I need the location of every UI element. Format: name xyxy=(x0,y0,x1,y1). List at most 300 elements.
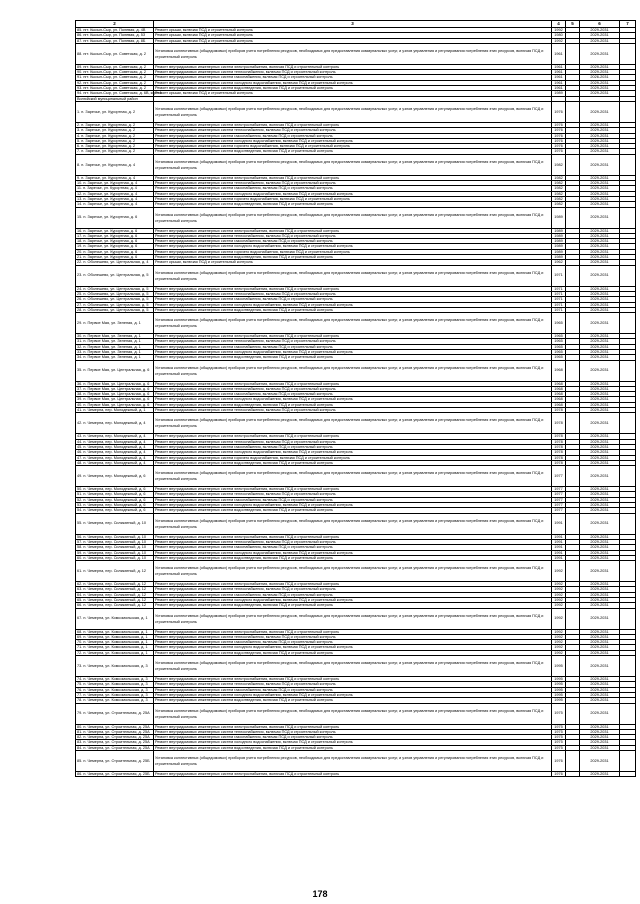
empty-cell xyxy=(620,772,636,777)
year-built-cell: 1995 xyxy=(552,682,566,687)
work-type-cell: Ремонт внутридомовых инженерных систем электроснабжения, включая ПСД и строительный контроль xyxy=(154,286,552,291)
work-type-cell: Ремонт внутридомовых инженерных систем холодного водоснабжения, включая ПСД и строительный контроль xyxy=(154,692,552,697)
address-cell xyxy=(76,677,154,682)
work-type-cell: Установка коллективных (общедомовых) приборов учета потребления ресурсов, необходимых для предоставления коммунальных услуг, и узлов управления и регулирования потребления этих ресурсов, включая ПСД и строительный контроль xyxy=(154,154,552,175)
period-cell: 2029-2031 xyxy=(580,745,620,750)
period-cell: 2029-2031 xyxy=(580,344,620,349)
empty-cell xyxy=(620,608,636,629)
period-cell: 2029-2031 xyxy=(580,740,620,745)
row-number: 48. xyxy=(77,460,83,465)
repair-program-table xyxy=(75,20,636,777)
address-text: п. Заречье, ул. Курортная, д. 6 xyxy=(83,228,138,233)
address-cell xyxy=(76,80,154,85)
address-cell xyxy=(76,698,154,703)
period-cell: 2029-2031 xyxy=(580,503,620,508)
address-cell xyxy=(76,692,154,697)
empty-cell xyxy=(620,360,636,381)
row-number: 80. xyxy=(77,724,83,729)
address-cell xyxy=(76,608,154,629)
address-text: п. Заречье, ул. Курортная, д. 6 xyxy=(83,233,138,238)
row-number: 57. xyxy=(77,539,83,544)
period-cell: 2029-2031 xyxy=(580,497,620,502)
address-cell xyxy=(76,75,154,80)
empty-cell xyxy=(620,413,636,434)
work-type-cell: Ремонт внутридомовых инженерных систем электроснабжения, включая ПСД и строительный контроль xyxy=(154,582,552,587)
row-number: 85. xyxy=(77,758,83,763)
work-type-cell: Ремонт внутридомовых инженерных систем теплоснабжения, включая ПСД и строительный контроль xyxy=(154,233,552,238)
year-built-cell: 1992 xyxy=(552,650,566,655)
work-type-cell: Ремонт внутридомовых инженерных систем водоотведения, включая ПСД и строительный контроль xyxy=(154,698,552,703)
address-text: п. Чемерна, ул. Комсомольская, д. 1 xyxy=(83,645,148,650)
table-row xyxy=(76,751,636,772)
address-text: п. Заречье, ул. Курортная, д. 6 xyxy=(83,255,138,260)
address-text: п. Чемерна, ул. Комсомольская, д. 3 xyxy=(83,698,148,703)
year-built-cell: 1976 xyxy=(552,149,566,154)
row-number: 72. xyxy=(77,650,83,655)
address-cell xyxy=(76,735,154,740)
address-text: п. Заречье, ул. Курортная, д. 4 xyxy=(81,162,136,167)
period-cell: 2029-2031 xyxy=(580,460,620,465)
column-header: 2 xyxy=(76,21,154,28)
address-text: п. Чемерна, ул. Строительная, д. 25А xyxy=(83,740,150,745)
year-built-cell: 1989 xyxy=(552,228,566,233)
period-cell: 2029-2031 xyxy=(580,255,620,260)
work-type-cell: Ремонт внутридомовых инженерных систем электроснабжения, включая ПСД и строительный контроль xyxy=(154,381,552,386)
year-built-cell: 1978 xyxy=(552,439,566,444)
period-cell: 2029-2031 xyxy=(580,128,620,133)
period-cell: 2029-2031 xyxy=(580,772,620,777)
work-type-cell: Ремонт внутридомовых инженерных систем электроснабжения, включая ПСД и строительный контроль xyxy=(154,175,552,180)
work-type-cell: Ремонт внутридомовых инженерных систем водоотведения, включая ПСД и строительный контроль xyxy=(154,255,552,260)
year-built-cell: 1977 xyxy=(552,497,566,502)
address-cell xyxy=(76,307,154,312)
year-built-cell: 1992 xyxy=(552,629,566,634)
address-text: п. Первое Мая, ул. Центральная, д. 6 xyxy=(83,381,150,386)
period-cell: 2029-2031 xyxy=(580,687,620,692)
address-text: п. Чемерна, пер. Силикатный, д. 10 xyxy=(83,555,147,560)
work-type-cell: Ремонт внутридомовых инженерных систем газоснабжения, включая ПСД и строительный контроль xyxy=(154,297,552,302)
work-type-cell: Ремонт внутридомовых инженерных систем холодного водоснабжения, включая ПСД и строительный контроль xyxy=(154,740,552,745)
address-text: п. Чемерна, ул. Комсомольская, д. 1 xyxy=(83,629,148,634)
work-type-cell: Ремонт внутридомовых инженерных систем теплоснабжения, включая ПСД и строительный контроль xyxy=(154,682,552,687)
period-cell: 2029-2031 xyxy=(580,133,620,138)
address-cell xyxy=(76,291,154,296)
empty-cell xyxy=(620,656,636,677)
empty-cell xyxy=(566,656,580,677)
row-number: 51. xyxy=(77,492,83,497)
year-built-cell: 1961 xyxy=(552,80,566,85)
work-type-cell: Ремонт внутридомовых инженерных систем газоснабжения, включая ПСД и строительный контроль xyxy=(154,640,552,645)
address-text: п. Чемерна, ул. Комсомольская, д. 3 xyxy=(83,682,148,687)
work-type-cell: Ремонт внутридомовых инженерных систем горячего водоснабжения, включая ПСД и строительный контроль xyxy=(154,144,552,149)
work-type-cell: Ремонт внутридомовых инженерных систем холодного водоснабжения, включая ПСД и строительный контроль xyxy=(154,645,552,650)
table-row xyxy=(76,466,636,487)
row-number: 14. xyxy=(77,202,83,207)
year-built-cell: 1976 xyxy=(552,133,566,138)
row-number: 39. xyxy=(77,397,83,402)
work-type-cell: Ремонт внутридомовых инженерных систем холодного водоснабжения, включая ПСД и строительный контроль xyxy=(154,598,552,603)
work-type-cell: Установка коллективных (общедомовых) приборов учета потребления ресурсов, необходимых для предоставления коммунальных услуг, и узлов управления и регулирования потребления этих ресурсов, включая ПСД и строительный контроль xyxy=(154,703,552,724)
table-row xyxy=(76,656,636,677)
period-cell: 2029-2031 xyxy=(580,291,620,296)
table-row xyxy=(76,207,636,228)
period-cell: 2029-2031 xyxy=(580,181,620,186)
row-number: 17. xyxy=(77,233,83,238)
work-type-cell: Установка коллективных (общедомовых) приборов учета потребления ресурсов, необходимых для предоставления коммунальных услуг, и узлов управления и регулирования потребления этих ресурсов, включая ПСД и строительный контроль xyxy=(154,656,552,677)
row-number: 76. xyxy=(77,687,83,692)
period-cell: 2029-2031 xyxy=(580,302,620,307)
period-cell: 2029-2031 xyxy=(580,286,620,291)
address-cell xyxy=(76,751,154,772)
address-cell xyxy=(76,408,154,413)
address-cell xyxy=(76,43,154,64)
year-built-cell: 1989 xyxy=(552,233,566,238)
empty-cell xyxy=(566,101,580,122)
address-cell xyxy=(76,629,154,634)
address-text: п. Заречье, ул. Курортная, д. 6 xyxy=(83,244,138,249)
address-text: п. Заречье, ул. Курортная, д. 2 xyxy=(81,138,136,143)
work-type-cell: Ремонт внутридомовых инженерных систем электроснабжения, включая ПСД и строительный контроль xyxy=(154,334,552,339)
row-number: 25. xyxy=(77,291,83,296)
row-number: 24. xyxy=(77,286,83,291)
year-built-cell: 1975 xyxy=(552,703,566,724)
address-cell xyxy=(76,487,154,492)
work-type-cell: Ремонт внутридомовых инженерных систем водоотведения, включая ПСД и строительный контроль xyxy=(154,460,552,465)
period-cell: 2029-2031 xyxy=(580,70,620,75)
year-built-cell: 1992 xyxy=(552,561,566,582)
year-built-cell: 1991 xyxy=(552,550,566,555)
address-text: п. Чемерна, пер. Молодежный, д. 6 xyxy=(83,503,146,508)
row-number: 12. xyxy=(77,191,83,196)
year-built-cell: 1976 xyxy=(552,138,566,143)
year-built-cell: 1971 xyxy=(552,307,566,312)
row-number: 83. xyxy=(77,740,83,745)
year-built-cell: 1961 xyxy=(552,75,566,80)
period-cell: 2029-2031 xyxy=(580,735,620,740)
period-cell: 2029-2031 xyxy=(580,539,620,544)
address-cell xyxy=(76,439,154,444)
row-number: 32. xyxy=(77,344,83,349)
row-number: 93. xyxy=(77,86,83,91)
row-number: 19. xyxy=(77,244,83,249)
year-built-cell: 1992 xyxy=(552,592,566,597)
row-number: 18. xyxy=(77,239,83,244)
row-number: 92. xyxy=(77,80,83,85)
address-text: п. Первое Мая, ул. Центральная, д. 6 xyxy=(83,402,150,407)
year-built-cell: 1978 xyxy=(552,460,566,465)
year-built-cell: 1975 xyxy=(552,724,566,729)
address-cell xyxy=(76,592,154,597)
section-title: Вилюйский муниципальный район xyxy=(76,96,154,101)
address-cell xyxy=(76,466,154,487)
address-text: п. Заречье, ул. Курортная, д. 2 xyxy=(81,122,136,127)
empty-cell xyxy=(620,513,636,534)
row-number: 43. xyxy=(77,434,83,439)
year-built-cell: 1971 xyxy=(552,265,566,286)
year-built-cell: 1961 xyxy=(552,64,566,69)
period-cell: 2026-2031 xyxy=(580,75,620,80)
period-cell: 2029-2031 xyxy=(580,650,620,655)
year-built-cell: 1962 xyxy=(552,260,566,265)
year-built-cell: 1989 xyxy=(552,207,566,228)
address-text: п. Оболешево, ул. Центральная, д. 5 xyxy=(83,297,149,302)
address-text: п. Заречье, ул. Курортная, д. 4 xyxy=(83,202,138,207)
work-type-cell: Ремонт внутридомовых инженерных систем газоснабжения, включая ПСД и строительный контроль xyxy=(154,444,552,449)
work-type-cell: Ремонт внутридомовых инженерных систем холодного водоснабжения, включая ПСД и строительный контроль xyxy=(154,450,552,455)
address-text: пгт. Кысыл-Сыр, ул. Советская, д. 2 xyxy=(83,64,146,69)
address-cell xyxy=(76,545,154,550)
period-cell: 2029-2031 xyxy=(580,313,620,334)
period-cell: 2029-2031 xyxy=(580,656,620,677)
address-cell xyxy=(76,91,162,96)
year-built-cell: 1965 xyxy=(552,313,566,334)
work-type-cell: Ремонт внутридомовых инженерных систем теплоснабжения, включая ПСД и строительный контроль xyxy=(154,291,552,296)
period-cell: 2029-2031 xyxy=(580,629,620,634)
document-sheet xyxy=(75,20,635,777)
period-cell: 2029-2031 xyxy=(580,466,620,487)
row-number: 2. xyxy=(77,122,81,127)
period-cell: 2029-2031 xyxy=(580,545,620,550)
year-built-cell: 1965 xyxy=(552,349,566,354)
year-built-cell: 1975 xyxy=(552,729,566,734)
empty-cell xyxy=(620,265,636,286)
year-built-cell: 1965 xyxy=(552,355,566,360)
period-cell: 2029-2031 xyxy=(580,408,620,413)
row-number: 9. xyxy=(77,175,81,180)
address-text: п. Первое Мая, ул. Центральная, д. 6 xyxy=(83,368,150,373)
address-text: п. Заречье, ул. Курортная, д. 2 xyxy=(81,109,136,114)
year-built-cell: 1989 xyxy=(552,249,566,254)
work-type-cell: Ремонт внутридомовых инженерных систем газоснабжения, включая ПСД и строительный контроль xyxy=(154,186,552,191)
work-type-cell: Ремонт внутридомовых инженерных систем газоснабжения, включая ПСД и строительный контроль xyxy=(154,75,552,80)
address-text: п. Чемерна, ул. Комсомольская, д. 1 xyxy=(83,616,148,621)
empty-cell xyxy=(566,561,580,582)
address-text: п. Заречье, ул. Курортная, д. 2 xyxy=(81,149,136,154)
address-cell xyxy=(76,687,154,692)
address-cell xyxy=(76,413,154,434)
address-text: п. Чемерна, пер. Силикатный, д. 12 xyxy=(83,603,147,608)
row-number: 50. xyxy=(77,487,83,492)
address-cell xyxy=(76,645,154,650)
work-type-cell: Ремонт внутридомовых инженерных систем газоснабжения, включая ПСД и строительный контроль xyxy=(154,133,552,138)
work-type-cell: Установка коллективных (общедомовых) приборов учета потребления ресурсов, необходимых для предоставления коммунальных услуг, и узлов управления и регулирования потребления этих ресурсов, включая ПСД и строительный контроль xyxy=(154,313,552,334)
work-type-cell: Ремонт внутридомовых инженерных систем горячего водоснабжения, включая ПСД и строительный контроль xyxy=(154,455,552,460)
address-cell xyxy=(76,503,154,508)
work-type-cell: Ремонт внутридомовых инженерных систем газоснабжения, включая ПСД и строительный контроль xyxy=(154,344,552,349)
address-cell xyxy=(76,656,154,677)
work-type-cell: Ремонт внутридомовых инженерных систем газоснабжения, включая ПСД и строительный контроль xyxy=(154,392,552,397)
address-cell xyxy=(76,682,154,687)
row-number: 68. xyxy=(77,629,83,634)
work-type-cell: Установка коллективных (общедомовых) приборов учета потребления ресурсов, необходимых для предоставления коммунальных услуг, и узлов управления и регулирования потребления этих ресурсов, включая ПСД и строительный контроль xyxy=(154,513,552,534)
address-text: п. Чемерна, пер. Молодежный, д. 6 xyxy=(83,492,146,497)
work-type-cell: Ремонт внутридомовых инженерных систем электроснабжения, включая ПСД и строительный контроль xyxy=(154,677,552,682)
period-cell: 2029-2031 xyxy=(580,239,620,244)
year-built-cell: 1982 xyxy=(552,186,566,191)
address-text: п. Первое Мая, ул. Зеленая, д. 1 xyxy=(83,349,141,354)
row-number: 62. xyxy=(77,582,83,587)
row-number: 46. xyxy=(77,450,83,455)
row-number: 31. xyxy=(77,339,83,344)
work-type-cell: Ремонт внутридомовых инженерных систем теплоснабжения, включая ПСД и строительный контроль xyxy=(154,539,552,544)
address-text: п. Чемерна, ул. Строительная, д. 25Б xyxy=(83,772,150,777)
year-built-cell: 1971 xyxy=(552,302,566,307)
address-text: п. Заречье, ул. Курортная, д. 2 xyxy=(81,128,136,133)
address-text: п. Первое Мая, ул. Зеленая, д. 1 xyxy=(83,334,141,339)
address-text: п. Чемерна, ул. Комсомольская, д. 1 xyxy=(83,650,148,655)
period-cell: 2029-2031 xyxy=(580,122,620,127)
empty-cell xyxy=(620,561,636,582)
table-row xyxy=(76,703,636,724)
year-built-cell: 1965 xyxy=(552,339,566,344)
table-row xyxy=(76,265,636,286)
year-built-cell: 1978 xyxy=(552,444,566,449)
address-text: п. Заречье, ул. Курортная, д. 6 xyxy=(83,239,138,244)
year-built-cell: 1971 xyxy=(552,291,566,296)
year-built-cell: 1992 xyxy=(552,587,566,592)
address-cell xyxy=(76,154,154,175)
work-type-cell: Ремонт внутридомовых инженерных систем газоснабжения, включая ПСД и строительный контроль xyxy=(154,239,552,244)
empty-cell xyxy=(566,43,580,64)
row-number: 71. xyxy=(77,645,83,650)
work-type-cell: Ремонт внутридомовых инженерных систем газоснабжения, включая ПСД и строительный контроль xyxy=(154,687,552,692)
work-type-cell: Установка коллективных (общедомовых) приборов учета потребления ресурсов, необходимых для предоставления коммунальных услуг, и узлов управления и регулирования потребления этих ресурсов, включая ПСД и строительный контроль xyxy=(154,561,552,582)
period-cell: 2029-2031 xyxy=(580,555,620,560)
table-row xyxy=(76,101,636,122)
row-number: 63. xyxy=(77,587,83,592)
row-number: 84. xyxy=(77,745,83,750)
period-cell: 2029-2031 xyxy=(580,265,620,286)
period-cell: 2029-2031 xyxy=(580,138,620,143)
address-text: п. Заречье, ул. Курортная, д. 2 xyxy=(81,144,136,149)
address-cell xyxy=(76,508,154,513)
empty-cell xyxy=(620,101,636,122)
work-type-cell: Ремонт внутридомовых инженерных систем холодного водоснабжения, включая ПСД и строительный контроль xyxy=(154,138,552,143)
address-cell xyxy=(76,28,154,33)
period-cell: 2029-2031 xyxy=(580,534,620,539)
period-cell: 2029-2031 xyxy=(580,149,620,154)
row-number: 1. xyxy=(77,109,81,114)
period-cell: 2029-2031 xyxy=(580,692,620,697)
address-cell xyxy=(76,724,154,729)
row-number: 30. xyxy=(77,334,83,339)
work-type-cell: Ремонт внутридомовых инженерных систем водоотведения, включая ПСД и строительный контроль xyxy=(154,149,552,154)
period-cell: 2029-2031 xyxy=(580,582,620,587)
period-cell: 2029-2031 xyxy=(580,640,620,645)
work-type-cell: Ремонт внутридомовых инженерных систем холодного водоснабжения, включая ПСД и строительный контроль xyxy=(154,550,552,555)
address-text: п. Чемерна, ул. Строительная, д. 25А xyxy=(83,735,150,740)
period-cell: 2029-2031 xyxy=(580,297,620,302)
work-type-cell: Ремонт внутридомовых инженерных систем теплоснабжения, включая ПСД и строительный контроль xyxy=(154,634,552,639)
address-text: п. Чемерна, пер. Силикатный, д. 10 xyxy=(83,539,147,544)
row-number: 74. xyxy=(77,677,83,682)
period-cell: 2029-2031 xyxy=(580,249,620,254)
row-number: 23. xyxy=(77,273,83,278)
address-text: п. Чемерна, пер. Молодежный, д. 4 xyxy=(83,434,146,439)
work-type-cell: Ремонт внутридомовых инженерных систем водоотведения, включая ПСД и строительный контроль xyxy=(154,650,552,655)
row-number: 28. xyxy=(77,307,83,312)
work-type-cell: Ремонт внутридомовых инженерных систем электроснабжения, включая ПСД и строительный контроль xyxy=(154,228,552,233)
address-text: п. Заречье, ул. Курортная, д. 4 xyxy=(81,175,136,180)
work-type-cell: Ремонт внутридомовых инженерных систем теплоснабжения, включая ПСД и строительный контроль xyxy=(154,128,552,133)
period-cell: 2029-2031 xyxy=(580,260,620,265)
period-cell: 2029-2031 xyxy=(580,703,620,724)
period-cell: 2029-2031 xyxy=(580,592,620,597)
year-built-cell: 1992 xyxy=(552,28,566,33)
address-cell xyxy=(76,265,154,286)
row-number: 88. xyxy=(77,51,83,56)
year-built-cell: 1995 xyxy=(552,698,566,703)
year-built-cell: 1976 xyxy=(552,144,566,149)
year-built-cell: 1989 xyxy=(552,255,566,260)
period-cell: 2029-2031 xyxy=(580,698,620,703)
address-text: п. Чемерна, ул. Комсомольская, д. 3 xyxy=(83,677,148,682)
year-built-cell: 1977 xyxy=(552,466,566,487)
row-number: 42. xyxy=(77,421,83,426)
row-number: 78. xyxy=(77,698,83,703)
work-type-cell: Установка коллективных (общедомовых) приборов учета потребления ресурсов, необходимых для предоставления коммунальных услуг, и узлов управления и регулирования потребления этих ресурсов, включая ПСД и строительный контроль xyxy=(154,265,552,286)
year-built-cell: 1977 xyxy=(552,503,566,508)
year-built-cell: 1965 xyxy=(552,344,566,349)
work-type-cell: Ремонт внутридомовых инженерных систем электроснабжения, включая ПСД и строительный контроль xyxy=(154,772,552,777)
address-text: пгт. Кысыл-Сыр, ул. Советская, д. 2 xyxy=(83,86,146,91)
row-number: 47. xyxy=(77,455,83,460)
row-number: 56. xyxy=(77,534,83,539)
year-built-cell: 1976 xyxy=(552,751,566,772)
address-text: п. Оболешево, ул. Центральная, д. 4 xyxy=(83,260,149,265)
address-text: п. Чемерна, ул. Строительная, д. 25Б xyxy=(83,758,150,763)
address-text: п. Заречье, ул. Курортная, д. 4 xyxy=(83,186,137,191)
row-number: 34. xyxy=(77,355,83,360)
period-cell: 2029-2031 xyxy=(580,86,620,91)
row-number: 70. xyxy=(77,640,83,645)
address-text: п. Чемерна, ул. Комсомольская, д. 3 xyxy=(83,692,148,697)
address-cell xyxy=(76,70,154,75)
address-cell xyxy=(76,64,154,69)
work-type-cell: Ремонт внутридомовых инженерных систем электроснабжения, включая ПСД и строительный контроль xyxy=(154,434,552,439)
work-type-cell: Ремонт внутридомовых инженерных систем газоснабжения, включая ПСД и строительный контроль xyxy=(154,497,552,502)
work-type-cell: Ремонт внутридомовых инженерных систем водоотведения, включая ПСД и строительный контроль xyxy=(154,555,552,560)
period-cell: 2029-2031 xyxy=(580,677,620,682)
year-built-cell: 1968 xyxy=(552,392,566,397)
year-built-cell: 1975 xyxy=(552,740,566,745)
empty-cell xyxy=(566,154,580,175)
address-text: п. Чемерна, ул. Строительная, д. 25А xyxy=(83,729,150,734)
address-text: п. Чемерна, пер. Силикатный, д. 12 xyxy=(83,592,147,597)
address-cell xyxy=(76,582,154,587)
period-cell: 2029-2031 xyxy=(580,28,620,33)
work-type-cell: Ремонт внутридомовых инженерных систем электроснабжения, включая ПСД и строительный контроль xyxy=(154,534,552,539)
row-number: 13. xyxy=(77,196,83,201)
table-row xyxy=(76,772,636,777)
row-number: 67. xyxy=(77,616,83,621)
row-number: 73. xyxy=(77,663,83,668)
period-cell: 2029-2031 xyxy=(580,724,620,729)
empty-cell xyxy=(566,413,580,434)
period-cell: 2029-2031 xyxy=(580,492,620,497)
period-cell: 2029-2031 xyxy=(580,339,620,344)
work-type-cell: Ремонт крыши, включая ПСД и строительный контроль xyxy=(154,38,552,43)
empty-cell xyxy=(620,466,636,487)
column-header: 6 xyxy=(580,21,620,28)
address-cell xyxy=(76,539,154,544)
row-number: 60. xyxy=(77,555,83,560)
address-text: п. Чемерна, пер. Силикатный, д. 12 xyxy=(83,587,147,592)
work-type-cell: Ремонт внутридомовых инженерных систем теплоснабжения, включая ПСД и строительный контроль xyxy=(154,408,552,413)
period-cell: 2029-2031 xyxy=(580,455,620,460)
address-cell xyxy=(76,397,154,402)
year-built-cell: 1978 xyxy=(552,408,566,413)
